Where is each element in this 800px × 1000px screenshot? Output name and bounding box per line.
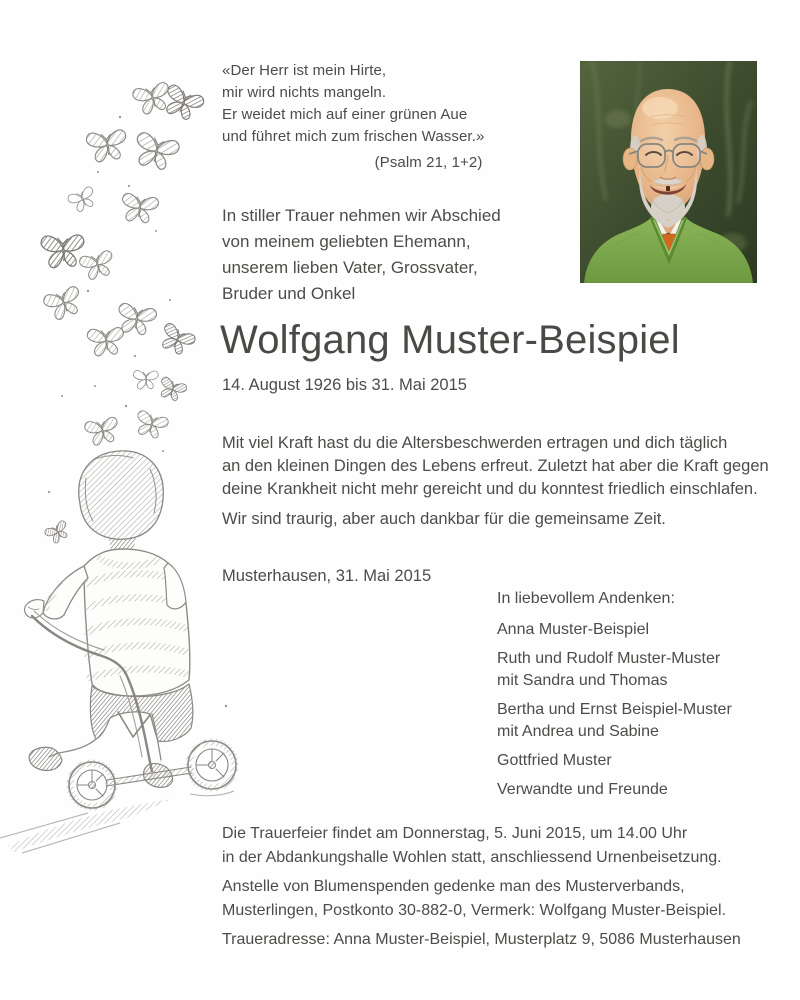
mourner-line: Verwandte und Freunde [497, 781, 668, 798]
psalm-line: «Der Herr ist mein Hirte, [222, 62, 387, 79]
funeral-line: Musterlingen, Postkonto 30-882-0, Vermerk: Wolfgang Muster-Beispiel. [222, 902, 726, 919]
intro-line: von meinem geliebten Ehemann, [222, 232, 471, 251]
mourner-line: Anna Muster-Beispiel [497, 621, 650, 638]
mourner-entry [497, 779, 732, 801]
mourner-entry [497, 619, 732, 641]
mourner-entry [497, 699, 732, 743]
psalm-attribution: (Psalm 21, 1+2) [374, 154, 483, 171]
mourner-line: mit Andrea und Sabine [497, 723, 659, 740]
memorial-portrait-photo [580, 61, 757, 283]
child-tricycle-butterflies-sketch [0, 0, 260, 1000]
place-date-line: Musterhausen, 31. Mai 2015 [222, 567, 432, 585]
deceased-name: Wolfgang Muster-Beispiel [220, 318, 680, 362]
donation-paragraph [222, 875, 741, 923]
tribute-line: an den kleinen Dingen des Lebens erfreut. Zuletzt hat aber die Kraft gegen [222, 457, 769, 475]
intro-line: Bruder und Onkel [222, 284, 356, 303]
tribute-line: Mit viel Kraft hast du die Altersbeschwerden ertragen und dich täglich [222, 434, 728, 452]
funeral-line: Anstelle von Blumenspenden gedenke man des Musterverbands, [222, 878, 685, 895]
funeral-line: Traueradresse: Anna Muster-Beispiel, Musterplatz 9, 5086 Musterhausen [222, 931, 741, 948]
mourner-line: Ruth und Rudolf Muster-Muster [497, 650, 721, 667]
funeral-service-paragraph [222, 822, 741, 870]
mourners-list [497, 588, 732, 808]
psalm-line: und führet mich zum frischen Wasser.» [222, 128, 485, 145]
gratitude-line: Wir sind traurig, aber auch dankbar für die gemeinsame Zeit. [222, 510, 666, 528]
intro-line: unserem lieben Vater, Grossvater, [222, 258, 478, 277]
tribute-line: deine Krankheit nicht mehr gereicht und du konntest friedlich einschlafen. [222, 480, 758, 498]
mourner-line: Gottfried Muster [497, 752, 612, 769]
child-sketch [25, 451, 193, 788]
intro-text [222, 203, 501, 307]
intro-line: In stiller Trauer nehmen wir Abschied [222, 206, 501, 225]
tribute-paragraph [222, 432, 769, 501]
life-dates: 14. August 1926 bis 31. Mai 2015 [222, 376, 467, 394]
mourner-entry [497, 648, 732, 692]
ground-shadow-sketch [0, 791, 234, 853]
mourner-entry [497, 750, 732, 772]
funeral-details [222, 822, 741, 957]
mourner-line: Bertha und Ernst Beispiel-Muster [497, 701, 732, 718]
mourners-heading: In liebevollem Andenken: [497, 590, 675, 607]
funeral-line: in der Abdankungshalle Wohlen statt, anschliessend Urnenbeisetzung. [222, 849, 722, 866]
psalm-line: mir wird nichts mangeln. [222, 84, 387, 101]
psalm-line: Er weidet mich auf einer grünen Aue [222, 106, 468, 123]
funeral-line: Die Trauerfeier findet am Donnerstag, 5. Juni 2015, um 14.00 Uhr [222, 825, 688, 842]
mourning-address-paragraph [222, 928, 741, 952]
psalm-quote [222, 60, 484, 174]
mourner-line: mit Sandra und Thomas [497, 672, 668, 689]
